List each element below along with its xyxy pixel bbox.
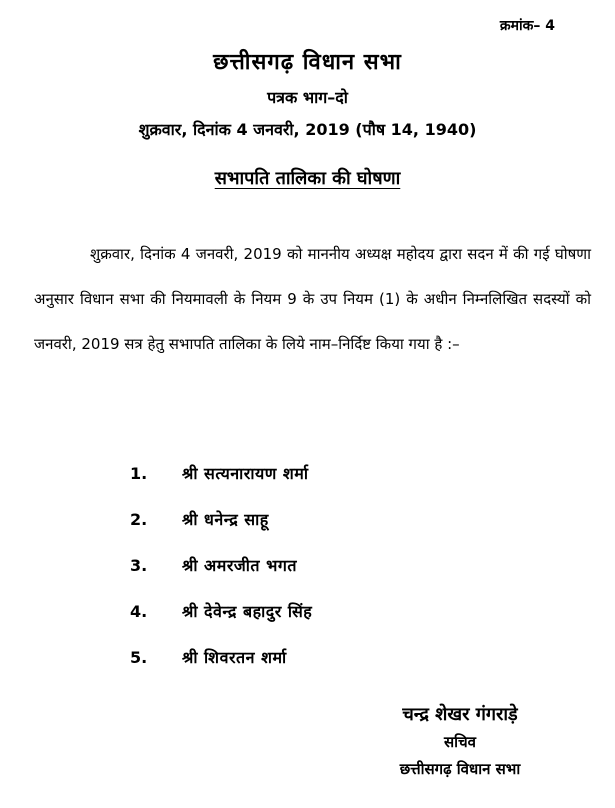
member-list bbox=[130, 450, 312, 680]
assembly-title: छत्तीसगढ़ विधान सभा bbox=[213, 50, 402, 75]
member-name: श्री धनेन्द्र साहू bbox=[182, 510, 269, 529]
subject-heading: सभापति तालिका की घोषणा bbox=[214, 168, 401, 189]
member-number: 1. bbox=[130, 463, 148, 483]
signature-block bbox=[360, 702, 560, 782]
serial-number: क्रमांक– 4 bbox=[499, 18, 555, 34]
signatory-designation: सचिव bbox=[444, 733, 476, 751]
member-number: 5. bbox=[130, 647, 148, 667]
member-number: 3. bbox=[130, 555, 148, 575]
list-item bbox=[130, 496, 312, 542]
member-name: श्री अमरजीत भगत bbox=[182, 556, 297, 575]
member-number: 2. bbox=[130, 509, 148, 529]
signatory-organization: छत्तीसगढ़ विधान सभा bbox=[399, 760, 521, 778]
list-item bbox=[130, 542, 312, 588]
signatory-name: चन्द्र शेखर गंगराड़े bbox=[402, 704, 518, 725]
body-paragraph: शुक्रवार, दिनांक 4 जनवरी, 2019 को माननीय अध्यक्ष महोदय द्वारा सदन में की गई घोषणा अनुसार विधान सभा की नियमावली के नियम 9 के उप नियम (1) के अधीन निम्नलिखित सदस्यों को जनवरी, 2019 सत्र हेतु सभापति तालिका के लिये नाम–निर्दिष्ट किया गया है :– bbox=[34, 245, 591, 353]
bulletin-date: शुक्रवार, दिनांक 4 जनवरी, 2019 (पौष 14, 1940) bbox=[138, 120, 477, 139]
list-item bbox=[130, 634, 312, 680]
member-name: श्री सत्यनारायण शर्मा bbox=[182, 464, 309, 483]
bulletin-title: पत्रक भाग–दो bbox=[267, 88, 348, 107]
member-number: 4. bbox=[130, 601, 148, 621]
member-name: श्री देवेन्द्र बहादुर सिंह bbox=[182, 602, 313, 621]
list-item bbox=[130, 588, 312, 634]
list-item bbox=[130, 450, 312, 496]
member-name: श्री शिवरतन शर्मा bbox=[182, 648, 287, 667]
